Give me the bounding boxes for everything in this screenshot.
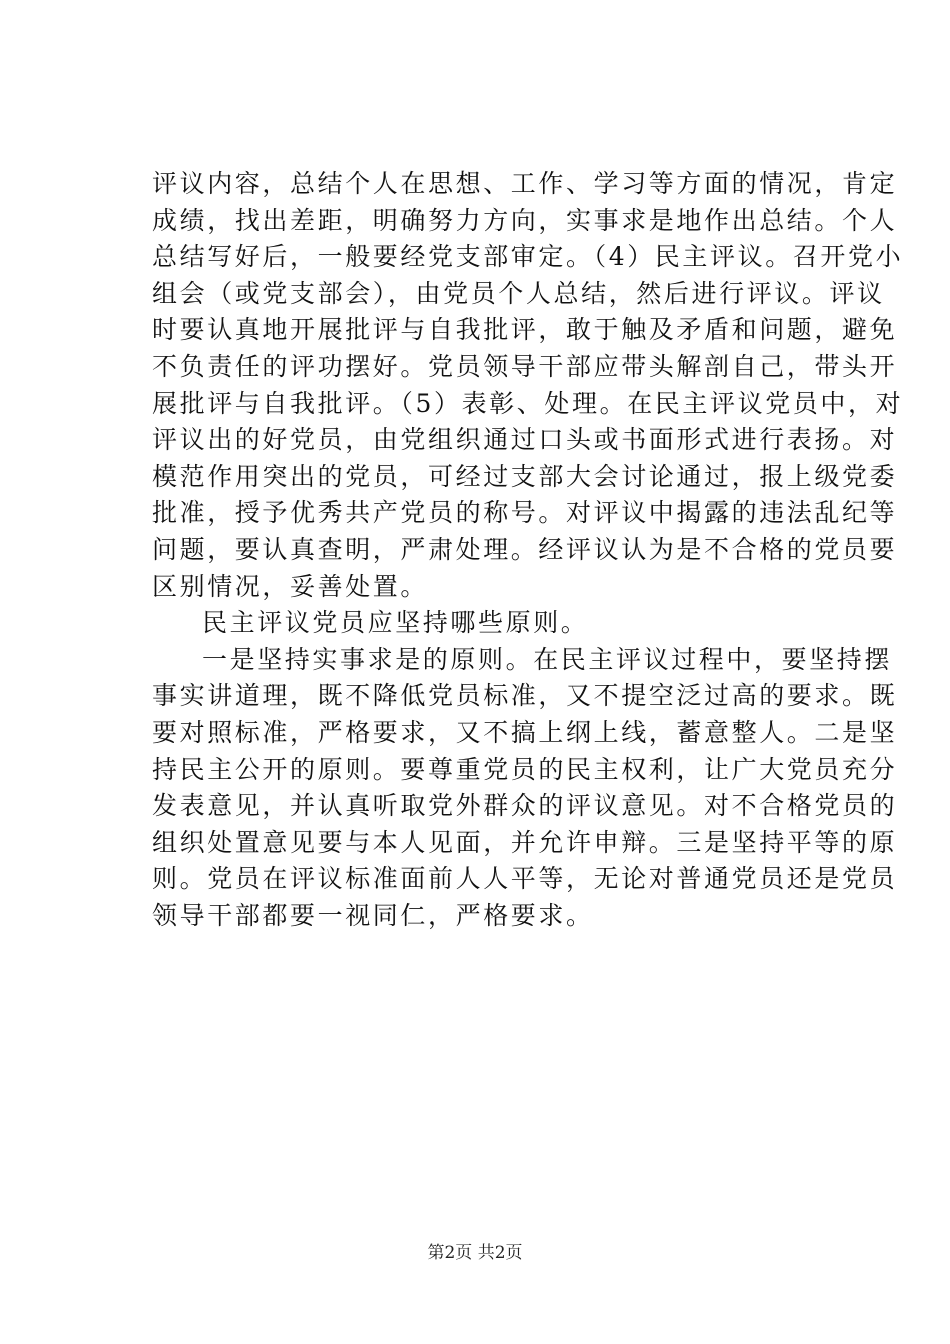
text-line: 发表意见，并认真听取党外群众的评议意见。对不合格党员的 [152,791,898,821]
text-line: 模范作用突出的党员，可经过支部大会讨论通过，报上级党委 [152,461,898,491]
text-line: 问题，要认真查明，严肃处理。经评议认为是不合格的党员要 [152,534,898,564]
paragraph-principles [152,642,898,935]
page-number-footer: 第2页 共2页 [427,1243,523,1263]
text-line: 组织处置意见要与本人见面，并允许申辩。三是坚持平等的原 [152,827,898,857]
text-line: 评议内容，总结个人在思想、工作、学习等方面的情况，肯定 [152,169,898,198]
text-line: 批准，授予优秀共产党员的称号。对评议中揭露的违法乱纪等 [152,498,898,528]
text-line: 时要认真地开展批评与自我批评，敢于触及矛盾和问题，避免 [152,315,898,345]
text-line: 成绩，找出差距，明确努力方向，实事求是地作出总结。个人 [152,205,898,235]
text-line: 区别情况，妥善处置。 [152,571,429,601]
text-line: 总结写好后，一般要经党支部审定。（4）民主评议。召开党小 [152,242,904,272]
text-line: 事实讲道理，既不降低党员标准，又不提空泛过高的要求。既 [152,681,898,711]
document-body [152,166,904,934]
text-line: 领导干部都要一视同仁，严格要求。 [152,900,594,930]
text-line: 要对照标准，严格要求，又不搞上纲上线，蓄意整人。二是坚 [152,717,898,747]
text-line: 则。党员在评议标准面前人人平等，无论对普通党员还是党员 [152,864,898,894]
text-line: 一是坚持实事求是的原则。在民主评议过程中，要坚持摆 [202,644,893,674]
section-heading: 民主评议党员应坚持哪些原则。 [202,608,589,638]
text-line: 不负责任的评功摆好。党员领导干部应带头解剖自己，带头开 [152,351,898,381]
text-line: 展批评与自我批评。（5）表彰、处理。在民主评议党员中，对 [152,388,904,418]
text-line: 组会（或党支部会），由党员个人总结，然后进行评议。评议 [152,278,885,308]
text-line: 持民主公开的原则。要尊重党员的民主权利，让广大党员充分 [152,754,898,784]
paragraph-evaluation-steps [152,166,904,605]
text-line: 评议出的好党员，由党组织通过口头或书面形式进行表扬。对 [152,425,898,455]
